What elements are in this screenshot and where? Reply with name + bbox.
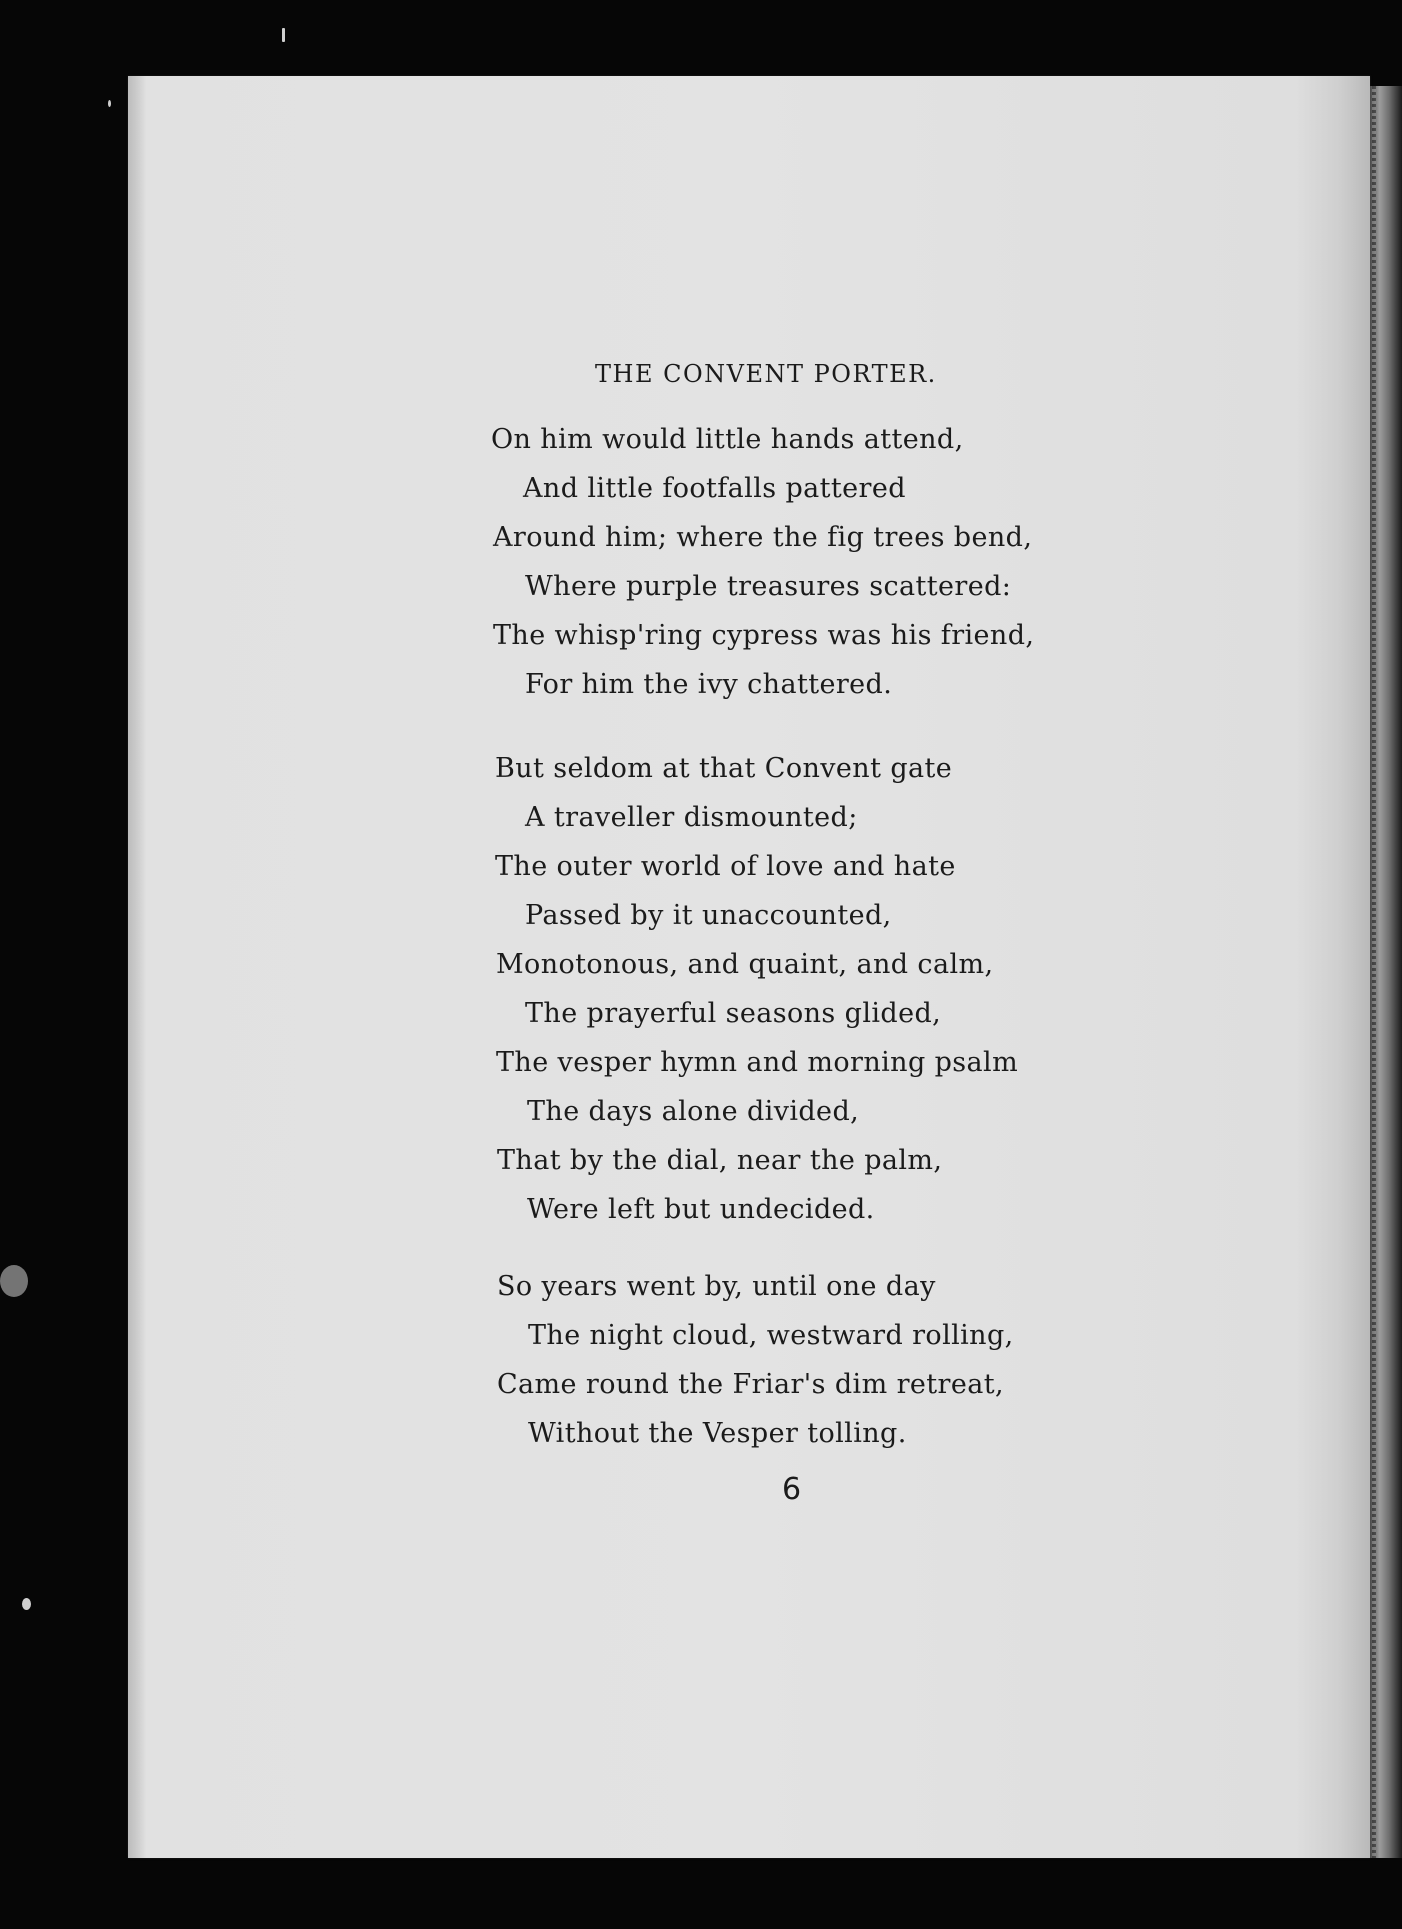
poem-line: The outer world of love and hate bbox=[495, 851, 956, 882]
poem-line: Passed by it unaccounted, bbox=[525, 900, 892, 931]
poem-line: That by the dial, near the palm, bbox=[497, 1145, 943, 1176]
poem-title: THE CONVENT PORTER. bbox=[595, 360, 937, 388]
poem-line: On him would little hands attend, bbox=[491, 424, 964, 455]
poem-line: Monotonous, and quaint, and calm, bbox=[496, 949, 994, 980]
poem-line: So years went by, until one day bbox=[497, 1271, 936, 1302]
poem-line: And little footfalls pattered bbox=[523, 473, 906, 504]
poem-line: Without the Vesper tolling. bbox=[528, 1418, 907, 1449]
poem-line: Were left but undecided. bbox=[527, 1194, 875, 1225]
poem-line: The days alone divided, bbox=[527, 1096, 860, 1127]
poem-line: For him the ivy chattered. bbox=[525, 669, 893, 700]
poem-line: Around him; where the fig trees bend, bbox=[493, 522, 1033, 553]
page-number: 6 bbox=[782, 1472, 802, 1507]
poem-line: A traveller dismounted; bbox=[525, 802, 858, 833]
poem-line: The night cloud, westward rolling, bbox=[528, 1320, 1014, 1351]
poem-line: Where purple treasures scattered: bbox=[525, 571, 1012, 602]
poem-line: The prayerful seasons glided, bbox=[525, 998, 942, 1029]
poem-line: Came round the Friar's dim retreat, bbox=[497, 1369, 1004, 1400]
poem-line: The vesper hymn and morning psalm bbox=[496, 1047, 1019, 1078]
poem-line: But seldom at that Convent gate bbox=[495, 753, 953, 784]
poem-line: The whisp'ring cypress was his friend, bbox=[493, 620, 1035, 651]
